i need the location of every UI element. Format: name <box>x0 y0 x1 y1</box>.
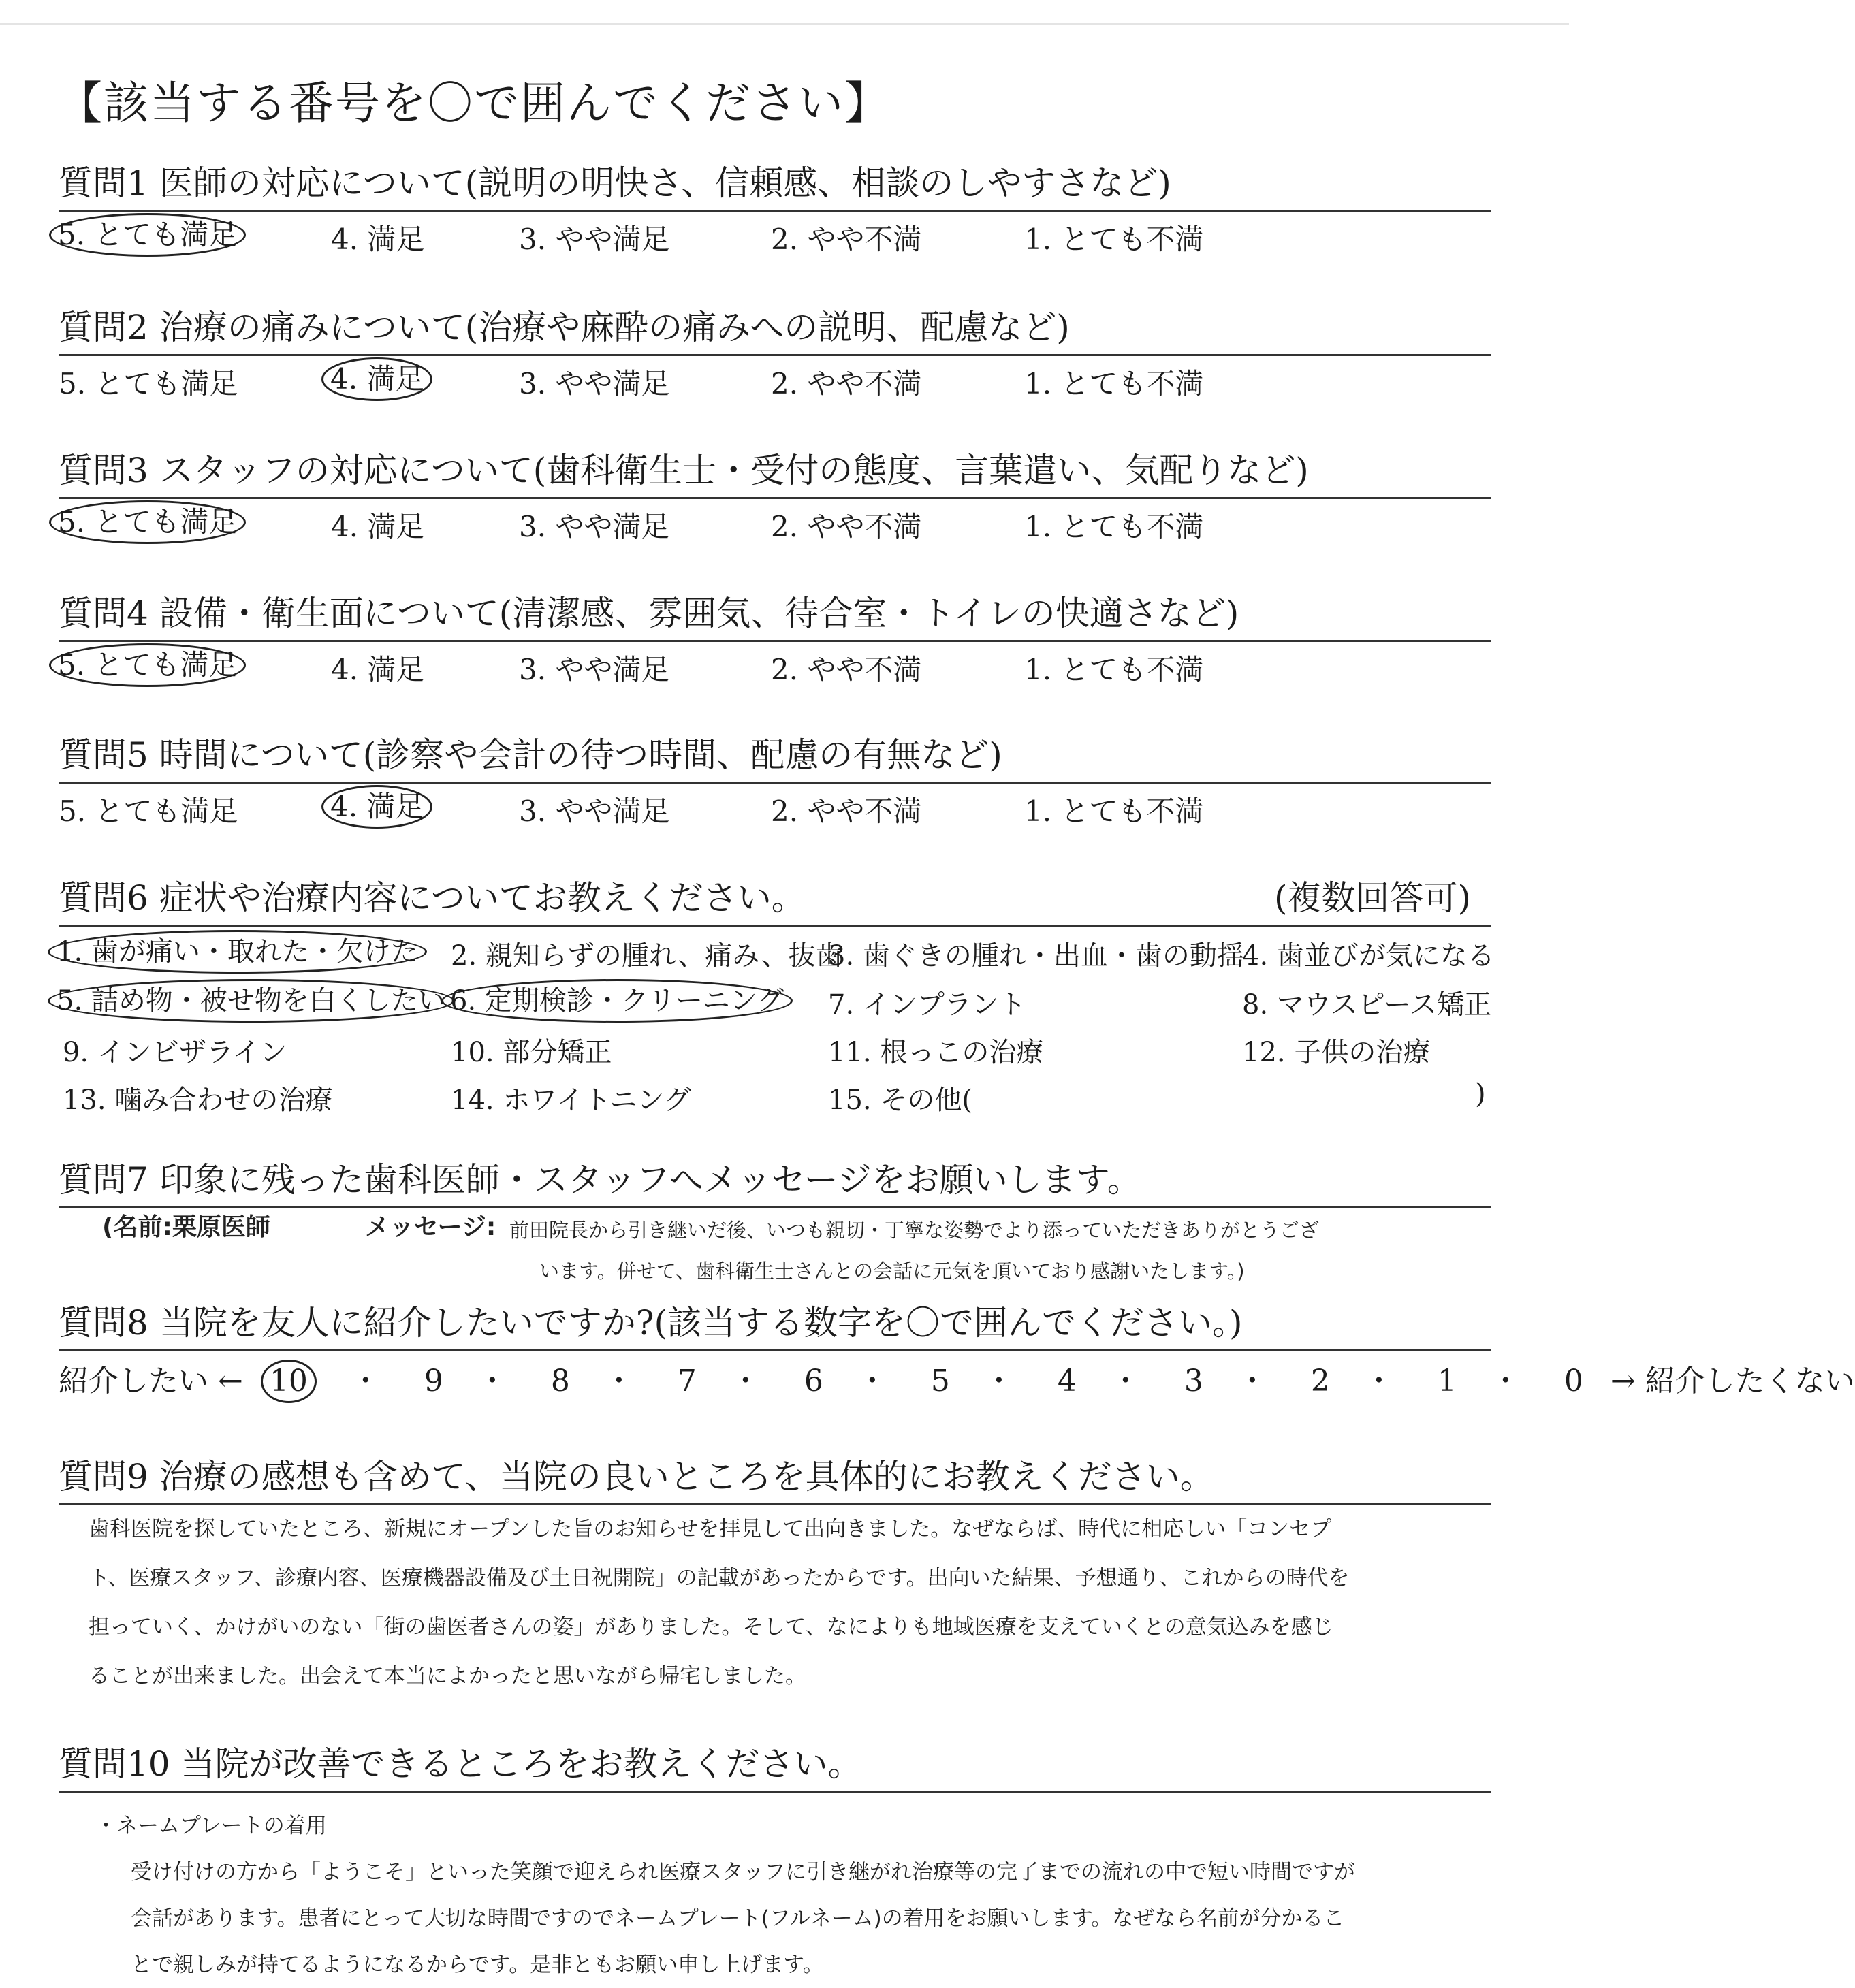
question-8 <box>59 1300 1491 1351</box>
divider <box>59 925 1491 927</box>
answer-10-line: とで親しみが持てるようになるからです。是非ともお願い申し上げます。 <box>131 1953 824 1977</box>
choice-4[interactable]: 4. 満足 <box>331 223 425 256</box>
option-13[interactable]: 13. 噛み合わせの治療 <box>63 1085 333 1116</box>
choice-2[interactable]: 2. やや不満 <box>771 367 922 400</box>
question-6 <box>59 876 1491 927</box>
question-3-label: 質問3 スタッフの対応について(歯科衛生士・受付の態度、言葉遣い、気配りなど) <box>59 451 1309 490</box>
choice-4[interactable]: 4. 満足 <box>331 653 425 686</box>
scale-8[interactable]: 8 <box>550 1364 570 1398</box>
page-top-edge <box>0 23 1569 25</box>
question-4-label: 質問4 設備・衛生面について(清潔感、雰囲気、待合室・トイレの快適さなど) <box>59 594 1239 633</box>
selected-circle: 1. 歯が痛い・取れた・欠けた <box>48 930 427 974</box>
question-8-label: 質問8 当院を友人に紹介したいですか?(該当する数字を〇で囲んでください。) <box>59 1303 1243 1343</box>
question-3-choices <box>59 499 1491 543</box>
scale-0[interactable]: 0 <box>1564 1364 1583 1398</box>
answer-9-line: 担っていく、かけがいのない「街の歯医者さんの姿」がありました。そして、なによりも地域医療を支えていくとの意気込みを感じ <box>89 1615 1333 1639</box>
question-10-label: 質問10 当院が改善できるところをお教えください。 <box>59 1744 862 1784</box>
option-11[interactable]: 11. 根っこの治療 <box>828 1037 1044 1068</box>
divider <box>59 1206 1491 1208</box>
divider <box>59 1349 1491 1351</box>
scale-3[interactable]: 3 <box>1184 1364 1203 1398</box>
choice-3[interactable]: 3. やや満足 <box>519 653 670 686</box>
scale-6[interactable]: 6 <box>804 1364 823 1398</box>
question-3 <box>59 448 1491 543</box>
choice-2[interactable]: 2. やや不満 <box>771 223 922 256</box>
answer-10-line: ・ネームプレートの着用 <box>95 1814 327 1838</box>
question-9 <box>59 1454 1491 1505</box>
choice-5[interactable]: 5. とても満足 <box>59 367 238 400</box>
scale-4[interactable]: 4 <box>1057 1364 1077 1398</box>
choice-2[interactable]: 2. やや不満 <box>771 653 922 686</box>
choice-4[interactable] <box>331 362 432 397</box>
answer-9-line: ることが出来ました。出会えて本当によかったと思いながら帰宅しました。 <box>89 1664 806 1688</box>
scale-9[interactable]: 9 <box>424 1364 443 1398</box>
question-5-choices <box>59 784 1491 827</box>
scale-right-label: → 紹介したくない <box>1610 1364 1855 1398</box>
question-10 <box>59 1742 1491 1793</box>
answer-10-line: 会話があります。患者にとって大切な時間ですのでネームプレート(フルネーム)の着用をお願いします。なぜなら名前が分かるこ <box>131 1906 1345 1931</box>
option-3[interactable]: 3. 歯ぐきの腫れ・出血・歯の動揺 <box>828 940 1244 972</box>
choice-2[interactable]: 2. やや不満 <box>771 510 922 543</box>
scale-1[interactable]: 1 <box>1437 1364 1457 1398</box>
selected-circle: 10 <box>261 1360 317 1403</box>
answer-9 <box>89 1505 1350 1701</box>
question-4-choices <box>59 642 1491 686</box>
choice-3[interactable]: 3. やや満足 <box>519 510 670 543</box>
choice-1[interactable]: 1. とても不満 <box>1024 510 1204 543</box>
question-6-header <box>59 876 1491 920</box>
choice-4[interactable]: 4. 満足 <box>331 510 425 543</box>
option-8[interactable]: 8. マウスピース矯正 <box>1242 989 1492 1021</box>
selected-circle: 5. とても満足 <box>49 213 246 257</box>
scale-10[interactable] <box>270 1364 317 1399</box>
choice-5[interactable]: 5. とても満足 <box>59 795 238 828</box>
question-1 <box>59 161 1491 255</box>
question-7-label: 質問7 印象に残った歯科医師・スタッフへメッセージをお願いします。 <box>59 1160 1141 1200</box>
divider <box>59 1791 1491 1793</box>
option-12[interactable]: 12. 子供の治療 <box>1242 1037 1431 1068</box>
scale-2[interactable]: 2 <box>1310 1364 1330 1398</box>
choice-4[interactable] <box>331 789 432 824</box>
selected-circle: 6. 定期検診・クリーニング <box>441 979 793 1023</box>
scale-5[interactable]: 5 <box>930 1364 950 1398</box>
option-1[interactable] <box>57 934 427 969</box>
message-line-2: います。併せて、歯科衛生士さんとの会話に元気を頂いており感謝いたします。) <box>539 1260 1245 1283</box>
staff-name: (名前:栗原医師 <box>102 1213 270 1241</box>
choice-5[interactable] <box>59 504 246 540</box>
question-5 <box>59 733 1491 827</box>
option-15-close-paren: ) <box>1475 1078 1486 1110</box>
question-1-label: 質問1 医師の対応について(説明の明快さ、信頼感、相談のしやすさなど) <box>59 163 1171 203</box>
page-title: 【該当する番号を〇で囲んでください】 <box>57 77 891 129</box>
choice-3[interactable]: 3. やや満足 <box>519 223 670 256</box>
answer-9-line: ト、医療スタッフ、診療内容、医療機器設備及び土日祝開院」の記載があったからです。出向いた結果、予想通り、これからの時代を <box>89 1566 1350 1590</box>
choice-1[interactable]: 1. とても不満 <box>1024 795 1204 828</box>
scale-7[interactable]: 7 <box>677 1364 697 1398</box>
message-line-1: 前田院長から引き継いだ後、いつも親切・丁寧な姿勢でより添っていただきありがとうござ <box>509 1219 1320 1242</box>
question-2-choices <box>59 356 1491 400</box>
choice-1[interactable]: 1. とても不満 <box>1024 367 1204 400</box>
option-15-other[interactable]: 15. その他( <box>828 1085 972 1116</box>
selected-circle: 5. とても満足 <box>49 643 246 687</box>
selected-circle: 5. とても満足 <box>49 500 246 544</box>
option-5[interactable] <box>57 983 454 1019</box>
choice-5[interactable] <box>59 217 246 253</box>
choice-3[interactable]: 3. やや満足 <box>519 795 670 828</box>
answer-10-line: 受け付けの方から「ようこそ」といった笑顔で迎えられ医療スタッフに引き継がれ治療等の完了までの流れの中で短い時間ですが <box>131 1860 1355 1885</box>
question-4 <box>59 591 1491 686</box>
choice-2[interactable]: 2. やや不満 <box>771 795 922 828</box>
option-7[interactable]: 7. インプラント <box>828 989 1026 1021</box>
choice-3[interactable]: 3. やや満足 <box>519 367 670 400</box>
question-2 <box>59 305 1491 400</box>
option-10[interactable]: 10. 部分矯正 <box>451 1037 612 1068</box>
question-9-label: 質問9 治療の感想も含めて、当院の良いところを具体的にお教えください。 <box>59 1457 1214 1496</box>
selected-circle: 4. 満足 <box>321 785 432 829</box>
question-1-choices <box>59 212 1491 255</box>
option-2[interactable]: 2. 親知らずの腫れ、痛み、抜歯 <box>451 940 843 972</box>
option-14[interactable]: 14. ホワイトニング <box>451 1085 691 1116</box>
option-9[interactable]: 9. インビザライン <box>63 1037 287 1068</box>
recommend-scale: 紹介したい ← 10 ・ 9 ・ 8 ・ 7 ・ 6 ・ 5 ・ 4 ・ 3 ・ 2 ・ 1 ・ 0 → 紹介したくない <box>59 1356 1502 1400</box>
message-label: メッセージ: <box>365 1213 496 1241</box>
question-2-label: 質問2 治療の痛みについて(治療や麻酔の痛みへの説明、配慮など) <box>59 308 1070 347</box>
question-7 <box>59 1157 1491 1208</box>
multiple-answers-note: (複数回答可) <box>1273 878 1471 918</box>
choice-1[interactable]: 1. とても不満 <box>1024 223 1204 256</box>
answer-9-line: 歯科医院を探していたところ、新規にオープンした旨のお知らせを拝見して出向きました。なぜならば、時代に相応しい「コンセプ <box>89 1517 1332 1541</box>
option-6[interactable] <box>451 983 793 1019</box>
answer-10 <box>95 1803 1355 1988</box>
scale-left-label: 紹介したい ← <box>59 1364 243 1398</box>
choice-1[interactable]: 1. とても不満 <box>1024 653 1204 686</box>
question-6-label: 質問6 症状や治療内容についてお教えください。 <box>59 878 806 918</box>
selected-circle: 5. 詰め物・被せ物を白くしたい <box>48 979 454 1023</box>
option-4[interactable]: 4. 歯並びが気になる <box>1242 940 1495 972</box>
choice-5[interactable] <box>59 647 246 683</box>
question-5-label: 質問5 時間について(診察や会計の待つ時間、配慮の有無など) <box>59 735 1002 775</box>
selected-circle: 4. 満足 <box>321 357 432 401</box>
